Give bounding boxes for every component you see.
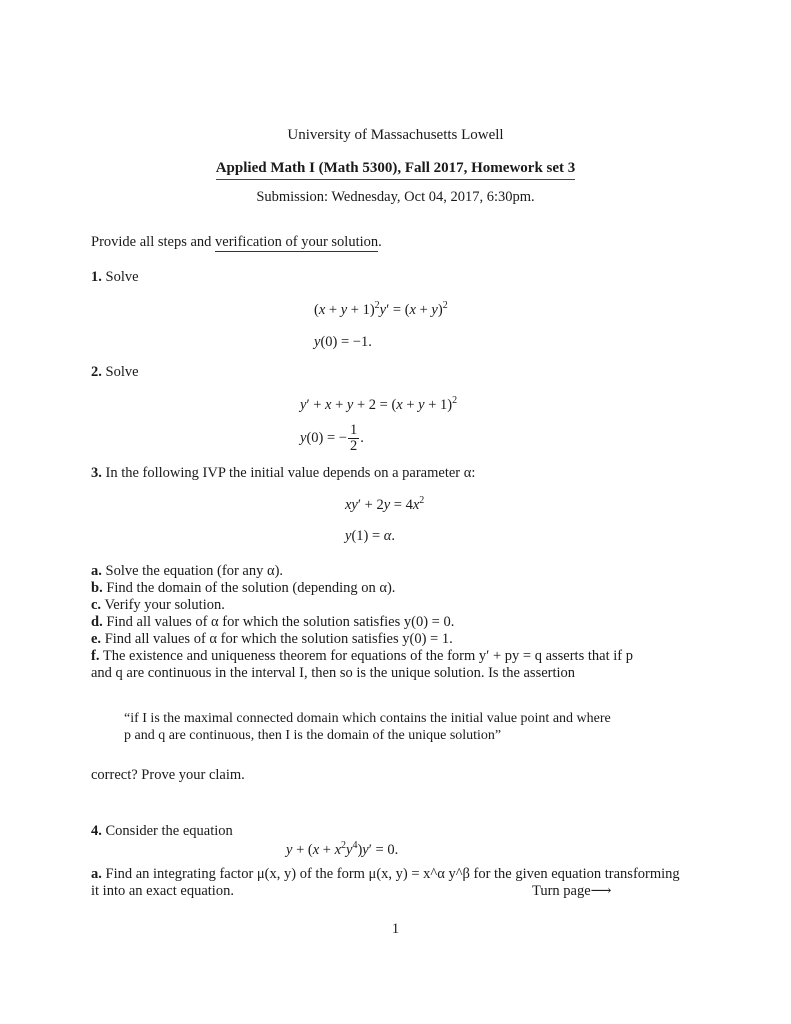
problem-prompt: Solve	[105, 364, 139, 380]
problem-number: 4.	[91, 823, 102, 839]
course-title-text: Applied Math I (Math 5300), Fall 2017, Homework set 3	[216, 160, 576, 180]
problem-3-initial-condition: y(1) = α.	[345, 528, 396, 544]
course-title	[0, 160, 791, 180]
problem-3-part-f-line1	[91, 648, 633, 665]
part-label: d.	[91, 614, 103, 630]
problem-2-equation: $y' + x + y + 2 = (x + y + 1)^2$	[300, 395, 458, 413]
problem-2-heading	[91, 364, 139, 381]
part-label: a.	[91, 866, 102, 882]
problem-1-heading	[91, 269, 139, 286]
problem-3-part-c	[91, 597, 225, 614]
problem-3-quote-line2: p and q are continuous, then I is the domain of the unique solution”	[124, 728, 502, 743]
problem-prompt: Consider the equation	[105, 823, 233, 839]
problem-number: 3.	[91, 465, 102, 481]
part-label: c.	[91, 597, 102, 613]
problem-1-initial-condition: y(0) = −1.	[314, 334, 372, 350]
problem-4-part-a-line2: it into an exact equation.	[91, 883, 234, 899]
problem-3-part-b	[91, 580, 395, 597]
intro-underlined: verification of your solution	[215, 234, 379, 250]
problem-3-part-d	[91, 614, 454, 631]
problem-3-equation: $xy' + 2y = 4x^2$	[345, 495, 425, 513]
intro-instruction	[91, 234, 382, 251]
problem-3-closing: correct? Prove your claim.	[91, 767, 245, 783]
problem-number: 2.	[91, 364, 102, 380]
problem-prompt: In the following IVP the initial value depends on a parameter α:	[105, 465, 476, 481]
problem-3-quote-line1: “if I is the maximal connected domain which contains the initial value point and where	[124, 711, 611, 726]
fraction-one-half: $\frac{1}{2}$	[349, 422, 358, 454]
university-name: University of Massachusetts Lowell	[287, 127, 504, 143]
part-text: Find all values of α for which the solution satisfies y(0) = 0.	[106, 614, 455, 630]
intro-prefix: Provide all steps and	[91, 234, 216, 250]
part-text: Find an integrating factor μ(x, y) of the form μ(x, y) = x^α y^β for the given equation transforming	[105, 866, 680, 882]
turn-page-indicator: Turn page⟶	[532, 883, 612, 899]
part-text: The existence and uniqueness theorem for equations of the form y′ + py = q asserts that if p	[102, 648, 633, 664]
problem-4-heading	[91, 823, 233, 840]
problem-4-equation: $y + (x + x^2y^4)y' = 0$.	[286, 840, 399, 858]
part-text: Find all values of α for which the solution satisfies y(0) = 1.	[104, 631, 453, 647]
part-text: Find the domain of the solution (depending on α).	[106, 580, 396, 596]
part-label: a.	[91, 563, 102, 579]
intro-suffix: .	[378, 234, 382, 250]
problem-number: 1.	[91, 269, 102, 285]
problem-2-initial-condition: y(0) = − $\frac{1}{2}$ .	[300, 422, 364, 454]
problem-4-part-a-line1	[91, 866, 680, 883]
part-label: f.	[91, 648, 100, 664]
part-text: Verify your solution.	[104, 597, 225, 613]
submission-date: Submission: Wednesday, Oct 04, 2017, 6:30pm.	[256, 189, 535, 205]
problem-1-equation: $(x + y + 1)^2y' = (x + y)^2$	[314, 300, 448, 318]
problem-3-heading	[91, 465, 475, 482]
part-label: e.	[91, 631, 102, 647]
page-number: 1	[391, 921, 400, 937]
part-label: b.	[91, 580, 103, 596]
problem-3-part-f-line2: and q are continuous in the interval I, then so is the unique solution. Is the assertion	[91, 665, 576, 681]
part-text: Solve the equation (for any α).	[105, 563, 284, 579]
problem-3-part-e	[91, 631, 453, 648]
problem-prompt: Solve	[105, 269, 139, 285]
problem-3-part-a	[91, 563, 283, 580]
